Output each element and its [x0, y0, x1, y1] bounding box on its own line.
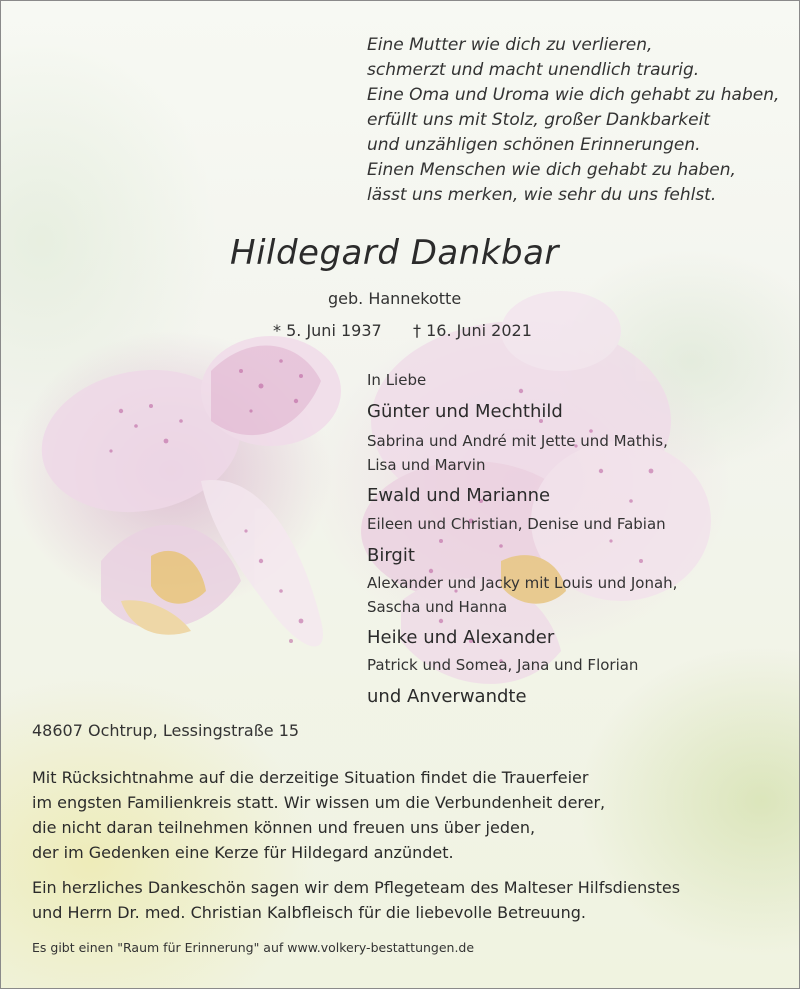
mourners-intro: In Liebe — [367, 371, 427, 389]
poem-line: schmerzt und macht unendlich traurig. — [367, 60, 700, 80]
family-name: Günter und Mechthild — [367, 401, 563, 422]
thanks-line: und Herrn Dr. med. Christian Kalbfleisch für die liebevolle Betreuung. — [32, 903, 586, 922]
family-members — [367, 512, 666, 536]
family-members — [367, 429, 668, 477]
poem-line: Eine Mutter wie dich zu verlieren, — [367, 35, 653, 55]
footer-website-note: Es gibt einen "Raum für Erinnerung" auf www.volkery-bestattungen.de — [32, 940, 475, 955]
relatives-closing: und Anverwandte — [367, 686, 527, 707]
birth-date: * 5. Juni 1937 — [273, 321, 382, 340]
death-date: † 16. Juni 2021 — [413, 321, 532, 340]
notice-line: die nicht daran teilnehmen können und freuen uns über jeden, — [32, 818, 536, 837]
thanks-paragraph — [32, 875, 680, 925]
address: 48607 Ochtrup, Lessingstraße 15 — [32, 721, 300, 740]
poem-line: lässt uns merken, wie sehr du uns fehlst. — [367, 185, 717, 205]
poem-line: Eine Oma und Uroma wie dich gehabt zu haben, — [367, 85, 780, 105]
family-member-line: Alexander und Jacky mit Louis und Jonah, — [367, 574, 678, 592]
maiden-name: geb. Hannekotte — [328, 289, 462, 308]
poem-line: Einen Menschen wie dich gehabt zu haben, — [367, 160, 736, 180]
family-member-line: Lisa und Marvin — [367, 456, 486, 474]
thanks-line: Ein herzliches Dankeschön sagen wir dem Pflegeteam des Malteser Hilfsdienstes — [32, 878, 681, 897]
family-member-line: Sascha und Hanna — [367, 598, 508, 616]
family-members — [367, 571, 677, 619]
poem-line: und unzähligen schönen Erinnerungen. — [367, 135, 701, 155]
family-name: Birgit — [367, 545, 415, 566]
deceased-name: Hildegard Dankbar — [230, 233, 559, 273]
poem-line: erfüllt uns mit Stolz, großer Dankbarkeit — [367, 110, 710, 130]
family-member-line: Sabrina und André mit Jette und Mathis, — [367, 432, 668, 450]
family-members — [367, 653, 638, 677]
family-name: Heike und Alexander — [367, 627, 555, 648]
notice-line: Mit Rücksichtnahme auf die derzeitige Situation findet die Trauerfeier — [32, 768, 589, 787]
notice-line: der im Gedenken eine Kerze für Hildegard anzündet. — [32, 843, 454, 862]
family-member-line: Eileen und Christian, Denise und Fabian — [367, 515, 666, 533]
family-name: Ewald und Marianne — [367, 485, 551, 506]
family-member-line: Patrick und Somea, Jana und Florian — [367, 656, 639, 674]
notice-paragraph — [32, 765, 605, 865]
poem — [367, 33, 779, 208]
notice-line: im engsten Familienkreis statt. Wir wissen um die Verbundenheit derer, — [32, 793, 606, 812]
